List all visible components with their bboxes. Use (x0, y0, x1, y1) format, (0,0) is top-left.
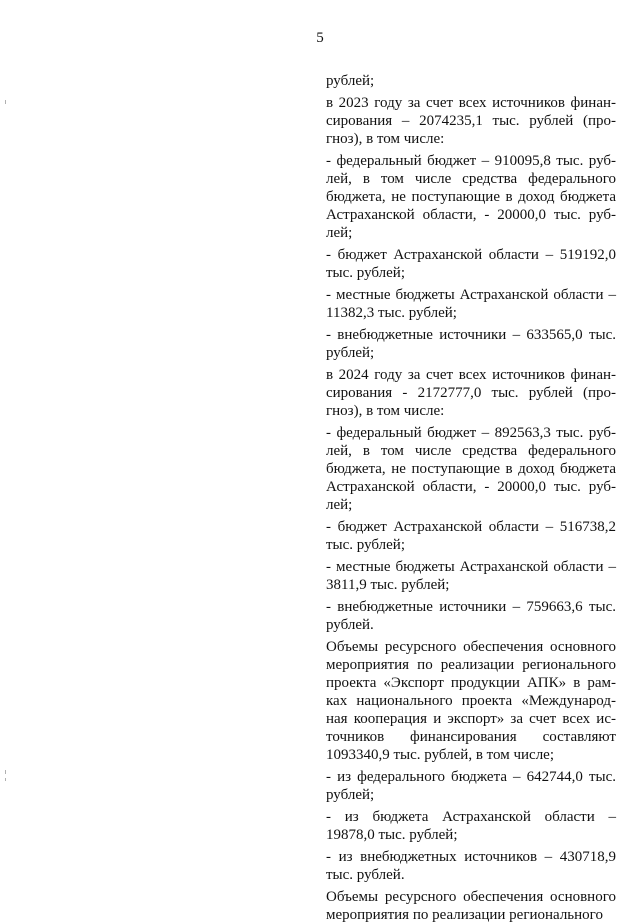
text-line: лей, в том числе средства федерального (326, 171, 616, 187)
paragraph (326, 848, 616, 884)
text-line: проекта «Экспорт продукции АПК» в рам- (326, 675, 616, 691)
paragraph (326, 94, 616, 148)
paragraph (326, 888, 616, 924)
text-line: в 2023 году за счет всех источников финан- (326, 95, 616, 111)
paragraph (326, 768, 616, 804)
paragraph (326, 72, 616, 90)
paragraph (326, 326, 616, 362)
text-line: Астраханской области, - 20000,0 тыс. руб- (326, 207, 616, 223)
text-line: - внебюджетные источники – 633565,0 тыс. (326, 327, 616, 343)
text-line: рублей; (326, 787, 375, 803)
text-line: сирования - 2172777,0 тыс. рублей (про- (326, 385, 616, 401)
text-line: - местные бюджеты Астраханской области – (326, 287, 616, 303)
text-line: Объемы ресурсного обеспечения основного (326, 889, 616, 905)
text-line: - федеральный бюджет – 910095,8 тыс. руб- (326, 153, 616, 169)
paragraph (326, 366, 616, 420)
text-line: в 2024 году за счет всех источников финан- (326, 367, 616, 383)
text-line: сирования – 2074235,1 тыс. рублей (про- (326, 113, 616, 129)
margin-mark (5, 100, 6, 104)
text-line: бюджета, не поступающие в доход бюджета (326, 461, 616, 477)
text-line: рублей. (326, 617, 374, 633)
text-line: - внебюджетные источники – 759663,6 тыс. (326, 599, 616, 615)
paragraph (326, 518, 616, 554)
text-line: бюджета, не поступающие в доход бюджета (326, 189, 616, 205)
text-line: - бюджет Астраханской области – 519192,0 (326, 247, 616, 263)
text-line: лей; (326, 497, 353, 513)
text-line: 3811,9 тыс. рублей; (326, 577, 450, 593)
text-line: тыс. рублей. (326, 867, 405, 883)
text-line: рублей; (326, 73, 375, 89)
text-line: - федеральный бюджет – 892563,3 тыс. руб- (326, 425, 616, 441)
text-line: рублей; (326, 345, 375, 361)
paragraph (326, 424, 616, 514)
text-line: гноз), в том числе: (326, 403, 445, 419)
text-line: - из внебюджетных источников – 430718,9 (326, 849, 616, 865)
text-line: мероприятия по реализации регионального (326, 657, 616, 673)
paragraph (326, 558, 616, 594)
paragraph (326, 598, 616, 634)
paragraph (326, 152, 616, 242)
text-line: - из бюджета Астраханской области – (326, 809, 616, 825)
page-number: 5 (316, 30, 324, 46)
margin-mark (5, 770, 6, 774)
text-line: 19878,0 тыс. рублей; (326, 827, 458, 843)
paragraph (326, 808, 616, 844)
text-line: гноз), в том числе: (326, 131, 445, 147)
text-column (326, 72, 616, 924)
paragraph (326, 638, 616, 764)
text-line: лей; (326, 225, 353, 241)
text-line: тыс. рублей; (326, 265, 405, 281)
text-line: - из федерального бюджета – 642744,0 тыс. (326, 769, 616, 785)
text-line: Объемы ресурсного обеспечения основного (326, 639, 616, 655)
text-line: тыс. рублей; (326, 537, 405, 553)
margin-mark (5, 778, 6, 781)
text-line: ках национального проекта «Международ- (326, 693, 616, 709)
text-line: - местные бюджеты Астраханской области – (326, 559, 616, 575)
text-line: 1093340,9 тыс. рублей, в том числе; (326, 747, 555, 763)
paragraph (326, 246, 616, 282)
text-line: точников финансирования составляют (326, 729, 616, 745)
text-line: 11382,3 тыс. рублей; (326, 305, 457, 321)
text-line: - бюджет Астраханской области – 516738,2 (326, 519, 616, 535)
text-line: лей, в том числе средства федерального (326, 443, 616, 459)
text-line: мероприятия по реализации регионального (326, 907, 603, 923)
text-line: ная кооперация и экспорт» за счет всех ис- (326, 711, 616, 727)
paragraph (326, 286, 616, 322)
text-line: Астраханской области, - 20000,0 тыс. руб- (326, 479, 616, 495)
